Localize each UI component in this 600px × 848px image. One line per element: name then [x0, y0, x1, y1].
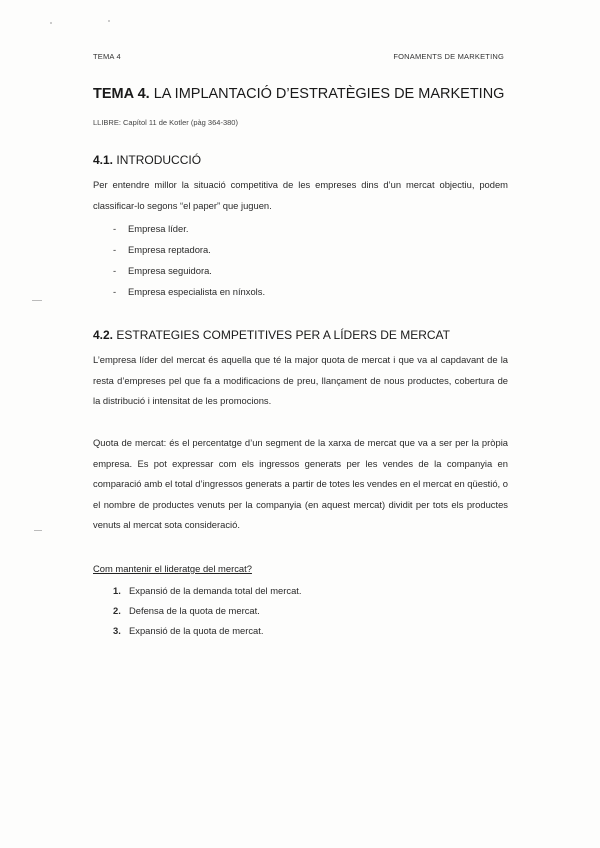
book-reference: LLIBRE: Capítol 11 de Kotler (pàg 364-380) [93, 118, 238, 127]
list-item: - Empresa reptadora. [113, 244, 211, 255]
leadership-question: Com mantenir el lideratge del mercat? [93, 563, 252, 574]
running-header [93, 52, 504, 61]
title-prefix: TEMA 4. [93, 86, 150, 102]
role-list [113, 218, 265, 302]
list-item: 2. Defensa de la quota de mercat. [113, 605, 260, 616]
section-title: INTRODUCCIÓ [116, 153, 202, 167]
strategy-list [113, 581, 302, 641]
list-item: - Empresa líder. [113, 223, 189, 234]
intro-paragraph: Per entendre millor la situació competitiva de les empreses dins d’un mercat objectiu, podem classificar-lo segons “el paper” que juguen. [93, 179, 508, 211]
list-item: 1. Expansió de la demanda total del mercat. [113, 585, 302, 596]
market-share-paragraph: Quota de mercat: és el percentatge d’un segment de la xarxa de mercat que va a ser per la pròpia empresa. Es pot expressar com els ingressos generats per les vendes de la companyia en comparació amb el total d’ingressos generats a partir de totes les vendes en el mercat en qüestió, o el nombre de productes venuts per la companyia (en aquest mercat) dividit per tots els productes venuts al mercat sota consideració. [93, 437, 508, 530]
section-number: 4.2. [93, 328, 114, 342]
section-title: ESTRATEGIES COMPETITIVES PER A LÍDERS DE MERCAT [116, 328, 450, 342]
section-heading-4-2 [93, 328, 450, 342]
section-heading-4-1 [93, 153, 201, 167]
header-left: TEMA 4 [93, 52, 121, 61]
scan-speck [108, 20, 110, 22]
list-item: - Empresa seguidora. [113, 265, 212, 276]
scan-mark [32, 300, 42, 301]
section-number: 4.1. [93, 153, 114, 167]
title-text: LA IMPLANTACIÓ D’ESTRATÈGIES DE MARKETING [153, 86, 505, 102]
leader-paragraph: L’empresa líder del mercat és aquella que té la major quota de mercat i que va al capdavant de la resta d’empreses pel que fa a modificacions de preu, llançament de nous productes, cobertura de la distribució i intensitat de les promocions. [93, 354, 508, 406]
scan-mark [34, 530, 42, 531]
page-title [93, 86, 504, 102]
list-item: 3. Expansió de la quota de mercat. [113, 625, 264, 636]
header-right: FONAMENTS DE MARKETING [393, 52, 504, 61]
list-item: - Empresa especialista en nínxols. [113, 286, 266, 297]
scan-speck [50, 22, 52, 24]
